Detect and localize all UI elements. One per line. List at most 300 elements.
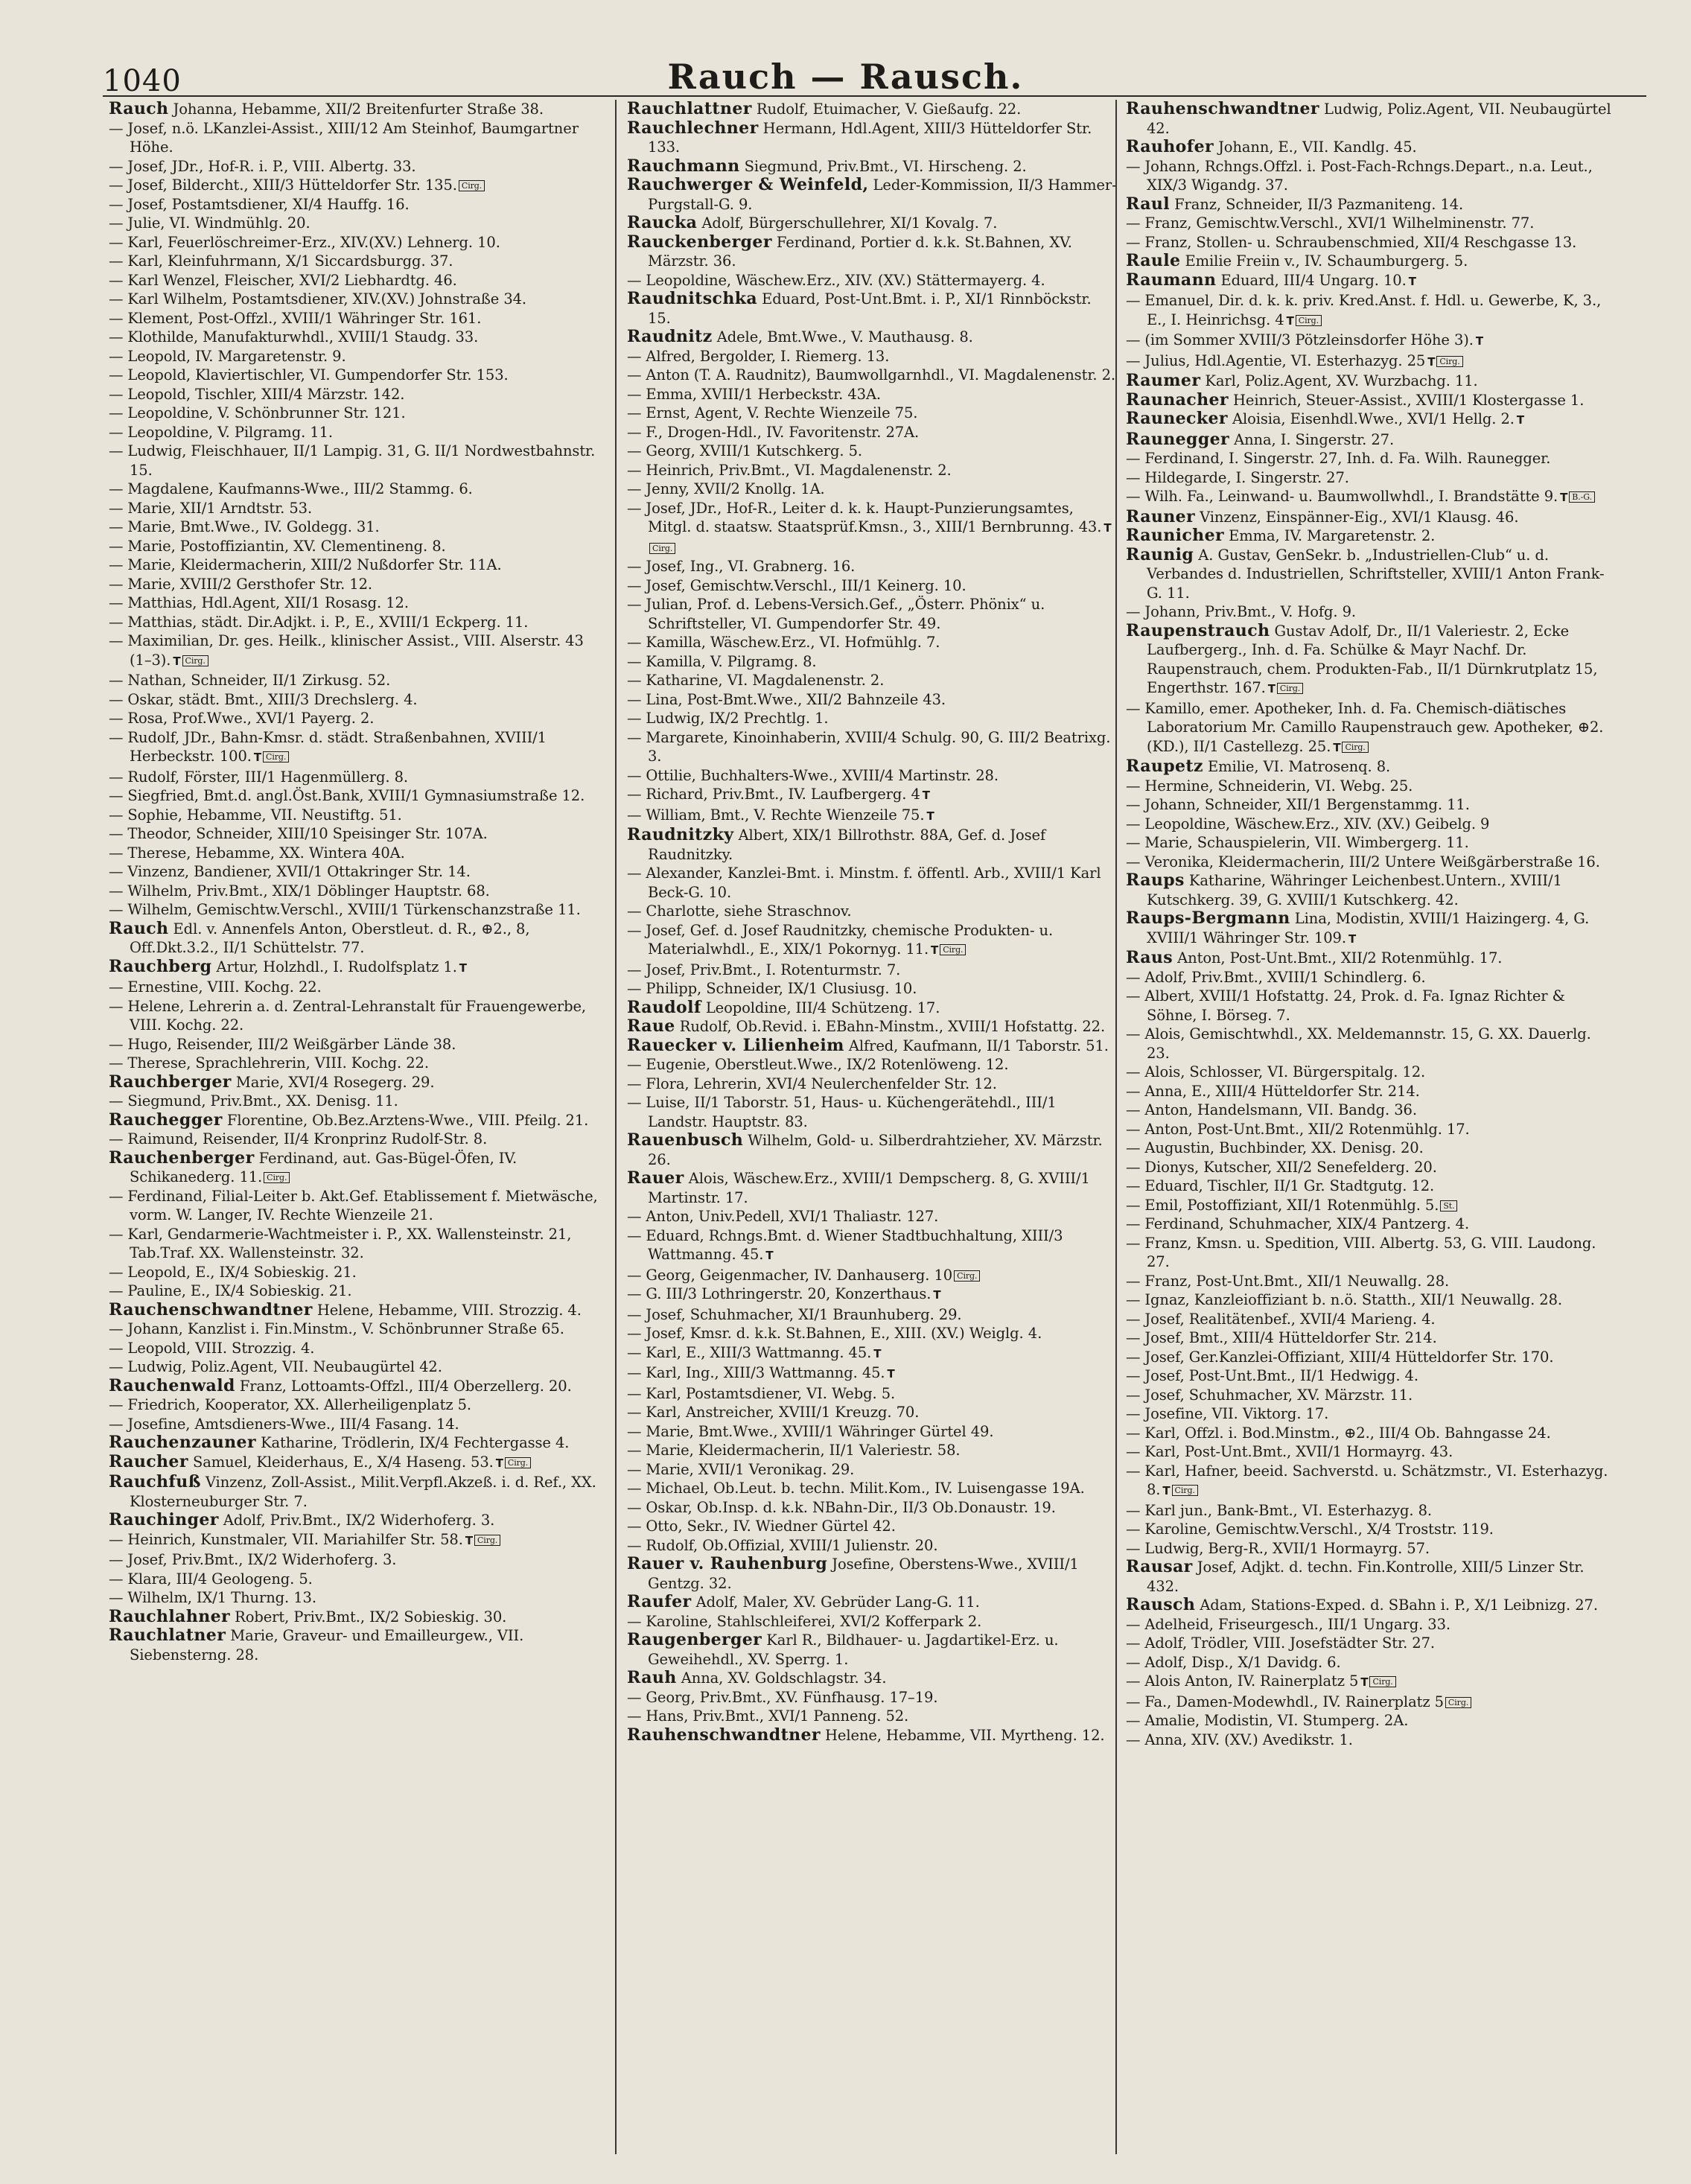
continuation-dash: — (109, 1035, 124, 1053)
directory-entry (627, 1422, 1118, 1442)
entry-text: Heinrich, Steuer-Assist., XVIII/1 Klostergasse 1. (1232, 391, 1585, 409)
directory-entry (109, 157, 600, 176)
directory-entry (627, 1384, 1118, 1404)
continuation-dash: — (109, 328, 124, 346)
entry-text: Leopold, Tischler, XIII/4 Märzstr. 142. (127, 385, 405, 403)
directory-entry (109, 119, 600, 157)
continuation-dash: — (627, 1226, 642, 1244)
directory-entry (627, 766, 1118, 786)
directory-entry (109, 347, 600, 366)
directory-entry (627, 864, 1118, 902)
entry-surname: Rauenbusch (627, 1130, 744, 1150)
directory-entry (109, 442, 600, 480)
directory-entry (1126, 546, 1617, 603)
entry-text: (im Sommer XVIII/3 Pötzleinsdorfer Höhe 3). (1144, 331, 1474, 348)
continuation-dash: — (109, 787, 124, 804)
entry-text: Karl R., Bildhauer- u. Jagdartikel-Erz. u. Geweihehdl., XV. Sperrg. 1. (648, 1631, 1059, 1668)
continuation-dash: — (109, 252, 124, 270)
entry-text: Josefine, Amtsdieners-Wwe., III/4 Fasang. 14. (127, 1415, 459, 1433)
directory-entry (109, 328, 600, 347)
entry-text: Leder-Kommission, II/3 Hammer-Purgstall-G. 9. (648, 176, 1117, 213)
continuation-dash: — (1126, 1272, 1141, 1290)
continuation-dash: — (109, 672, 124, 689)
entry-text: Rudolf, Ob.Revid. i. EBahn-Minstm., XVIII/1 Hofstattg. 22. (679, 1018, 1106, 1035)
directory-entry (1126, 1711, 1617, 1731)
directory-entry (627, 806, 1118, 827)
continuation-dash: — (627, 347, 642, 365)
entry-text: Vinzenz, Einspänner-Eig., XVI/1 Klausg. 46. (1200, 508, 1519, 526)
directory-entry (627, 1131, 1118, 1169)
continuation-dash: — (1126, 1215, 1141, 1232)
account-tag: Cirg. (459, 180, 485, 191)
entry-text: Leopold, Klaviertischler, VI. Gumpendorfer Str. 153. (127, 366, 509, 383)
continuation-dash: — (627, 596, 642, 613)
continuation-dash: — (1126, 1693, 1141, 1710)
continuation-dash: — (627, 385, 642, 403)
directory-entry (109, 480, 600, 499)
entry-text: Leopold, IV. Margaretenstr. 9. (127, 347, 346, 365)
directory-entry (1126, 291, 1617, 331)
entry-surname: Rauner (1126, 506, 1196, 526)
entry-text: Wilh. Fa., Leinwand- u. Baumwollwhdl., I. Brandstätte 9. (1144, 488, 1558, 505)
entry-text: Josefine, VII. Viktorg. 17. (1144, 1405, 1329, 1422)
entry-text: Kamillo, emer. Apotheker, Inh. d. Fa. Chemisch-diätisches Laboratorium Mr. Camillo Raupenstrauch gew. Apotheker, ⊕2. (KD.), II/1 Castellezg. 25. (1144, 699, 1604, 755)
directory-entry (109, 1626, 600, 1664)
entry-text: Ferdinand, Schuhmacher, XIX/4 Pantzerg. 4. (1144, 1215, 1470, 1232)
directory-entry (109, 100, 600, 119)
directory-entry (1126, 1139, 1617, 1158)
entry-text: Magdalene, Kaufmanns-Wwe., III/2 Stammg. 6. (127, 480, 473, 497)
telephone-icon: T (933, 1288, 941, 1302)
continuation-dash: — (627, 980, 642, 997)
continuation-dash: — (1126, 1101, 1141, 1118)
directory-entry (109, 1035, 600, 1054)
continuation-dash: — (1126, 450, 1141, 467)
account-tag: Cirg. (1277, 683, 1303, 694)
directory-entry (1126, 1234, 1617, 1272)
entry-text: Karl Wenzel, Fleischer, XVI/2 Liebhardtg. 46. (127, 271, 457, 289)
entry-text: Ludwig, Berg-R., XVII/1 Hormayrg. 57. (1144, 1539, 1430, 1557)
entry-text: Karl, Postamtsdiener, VI. Webg. 5. (646, 1384, 896, 1402)
entry-text: Matthias, städt. Dir.Adjkt. i. P., E., XVIII/1 Eckperg. 11. (127, 613, 529, 631)
entry-text: Anton, Post-Unt.Bmt., XII/2 Rotenmühlg. 17. (1177, 949, 1503, 967)
account-tag: Cirg. (1296, 315, 1322, 326)
entry-text: Veronika, Kleidermacherin, III/2 Untere Weißgärberstraße 16. (1144, 853, 1600, 870)
directory-entry (1126, 233, 1617, 252)
continuation-dash: — (1126, 968, 1141, 986)
entry-text: Johann, Kanzlist i. Fin.Minstm., V. Schönbrunner Straße 65. (127, 1320, 564, 1337)
directory-entry (627, 1037, 1118, 1056)
continuation-dash: — (1126, 987, 1141, 1005)
directory-entry (1126, 1025, 1617, 1063)
continuation-dash: — (109, 537, 124, 555)
entry-surname: Rauch (109, 100, 169, 118)
account-tag: Cirg. (1436, 356, 1462, 367)
continuation-dash: — (1126, 603, 1141, 620)
directory-entry (1126, 1462, 1617, 1501)
directory-entry (627, 1324, 1118, 1343)
directory-entry (1126, 1520, 1617, 1539)
entry-surname: Raudolf (627, 997, 701, 1017)
continuation-dash: — (627, 921, 642, 939)
entry-text: Anton, Handelsmann, VII. Bandg. 36. (1144, 1101, 1417, 1118)
continuation-dash: — (1126, 1672, 1141, 1690)
entry-surname: Rauch (109, 918, 169, 938)
entry-text: Alois, Wäschew.Erz., XVIII/1 Dempscherg. 8, G. XVIII/1 Martinstr. 17. (648, 1170, 1090, 1206)
directory-entry (627, 999, 1118, 1018)
directory-entry (627, 233, 1118, 271)
continuation-dash: — (109, 632, 124, 649)
entry-text: Wilhelm, IX/1 Thurng. 13. (127, 1589, 316, 1606)
continuation-dash: — (109, 997, 124, 1015)
entry-text: Helene, Lehrerin a. d. Zentral-Lehranstalt für Frauengewerbe, VIII. Kochg. 22. (127, 997, 587, 1034)
directory-entry (627, 1593, 1118, 1612)
account-tag: B.-G. (1569, 491, 1595, 503)
entry-text: Adele, Bmt.Wwe., V. Mauthausg. 8. (716, 328, 973, 346)
entry-text: Alfred, Kaufmann, II/1 Taborstr. 51. (848, 1037, 1109, 1054)
entry-surname: Rauchwerger & Weinfeld, (627, 175, 869, 194)
entry-text: Katharine, Trödlerin, IX/4 Fechtergasse 4. (261, 1434, 570, 1451)
entry-text: Dionys, Kutscher, XII/2 Senefelderg. 20. (1144, 1158, 1437, 1176)
entry-text: Edl. v. Annenfels Anton, Oberstleut. d. R., ⊕2., 8, Off.Dkt.3.2., II/1 Schüttelstr. 77. (130, 920, 530, 956)
directory-entry (1126, 1366, 1617, 1386)
directory-entry (1126, 1328, 1617, 1348)
directory-entry (109, 958, 600, 978)
continuation-dash: — (109, 1396, 124, 1413)
entry-surname: Raucka (627, 213, 698, 232)
entry-text: Margarete, Kinoinhaberin, XVIII/4 Schulg. 90, G. III/2 Beatrixg. 3. (646, 728, 1111, 765)
entry-text: Therese, Hebamme, XX. Wintera 40A. (127, 844, 405, 862)
directory-entry (109, 309, 600, 328)
directory-entry (109, 555, 600, 575)
directory-entry (1126, 777, 1617, 796)
entry-text: Leopoldine, Wäschew.Erz., XIV. (XV.) Stättermayerg. 4. (646, 271, 1045, 289)
entry-text: Friedrich, Kooperator, XX. Allerheiligenplatz 5. (127, 1396, 472, 1413)
directory-entry (1126, 508, 1617, 527)
entry-text: Heinrich, Priv.Bmt., VI. Magdalenenstr. 2. (646, 461, 952, 479)
continuation-dash: — (627, 1612, 642, 1630)
directory-entry (1126, 430, 1617, 450)
continuation-dash: — (109, 499, 124, 517)
directory-entry (627, 1017, 1118, 1037)
column-divider (1115, 100, 1117, 2154)
directory-entry (627, 1343, 1118, 1364)
directory-entry (1126, 526, 1617, 546)
entry-text: Wilhelm, Priv.Bmt., XIX/1 Döblinger Hauptstr. 68. (127, 882, 490, 900)
entry-text: Hermine, Schneiderin, VI. Webg. 25. (1144, 777, 1413, 795)
directory-entry (627, 1226, 1118, 1266)
entry-text: Alois Anton, IV. Rainerplatz 5 (1144, 1672, 1359, 1690)
entry-surname: Rauhenschwandtner (627, 1725, 821, 1745)
directory-entry (109, 1301, 600, 1320)
directory-entry (109, 920, 600, 958)
entry-surname: Rauecker v. Lilienheim (627, 1035, 844, 1055)
directory-entry (109, 1111, 600, 1130)
directory-entry (109, 806, 600, 825)
entry-text: Emil, Postoffiziant, XII/1 Rotenmühlg. 5. (1144, 1196, 1439, 1214)
directory-entry (1126, 391, 1617, 410)
directory-entry (627, 1363, 1118, 1384)
directory-entry (109, 290, 600, 309)
continuation-dash: — (627, 1442, 642, 1459)
continuation-dash: — (109, 844, 124, 862)
continuation-dash: — (109, 806, 124, 824)
continuation-dash: — (109, 119, 124, 137)
continuation-dash: — (627, 442, 642, 459)
directory-entry (627, 214, 1118, 233)
entry-text: Leopoldine, V. Schönbrunner Str. 121. (127, 404, 406, 421)
entry-text: Josef, Schuhmacher, XV. Märzstr. 11. (1144, 1386, 1413, 1404)
continuation-dash: — (1126, 777, 1141, 795)
entry-text: Anna, E., XIII/4 Hütteldorfer Str. 214. (1144, 1082, 1420, 1100)
directory-entry (109, 252, 600, 271)
directory-entry (1126, 1290, 1617, 1310)
entry-text: Karl, Kleinfuhrmann, X/1 Siccardsburgg. 37. (127, 252, 453, 270)
directory-entry (1126, 1424, 1617, 1443)
entry-text: Rudolf, Ob.Offizial, XVIII/1 Julienstr. 20. (646, 1536, 938, 1554)
directory-entry (109, 1339, 600, 1358)
telephone-icon: T (1427, 354, 1436, 369)
entry-text: Rudolf, Förster, III/1 Hagenmüllerg. 8. (127, 768, 408, 786)
continuation-dash: — (1126, 1139, 1141, 1156)
directory-entry (109, 1263, 600, 1282)
continuation-dash: — (1126, 1196, 1141, 1214)
account-tag: Cirg. (940, 944, 966, 955)
continuation-dash: — (109, 978, 124, 996)
entry-text: Johanna, Hebamme, XII/2 Breitenfurter Straße 38. (173, 101, 544, 118)
directory-entry (1126, 1501, 1617, 1521)
continuation-dash: — (627, 902, 642, 920)
continuation-dash: — (1126, 1367, 1141, 1384)
continuation-dash: — (109, 1282, 124, 1299)
entry-text: Julian, Prof. d. Lebens-Versich.Gef., „Österr. Phönix“ u. Schriftsteller, VI. Gumpendorfer Str. 49. (646, 596, 1045, 632)
entry-text: Adolf, Priv.Bmt., IX/2 Widerhoferg. 3. (223, 1512, 495, 1529)
entry-text: Karl, Ing., XIII/3 Wattmanng. 45. (646, 1364, 885, 1381)
continuation-dash: — (627, 710, 642, 727)
directory-entry (1126, 1634, 1617, 1653)
entry-surname: Raupenstrauch (1126, 620, 1270, 640)
entry-text: Marie, Kleidermacherin, XIII/2 Nußdorfer Str. 11A. (127, 556, 502, 573)
entry-text: Leopold, VIII. Strozzig. 4. (127, 1339, 315, 1357)
continuation-dash: — (109, 309, 124, 327)
entry-text: Marie, Postoffiziantin, XV. Clementineng. 8. (127, 537, 446, 555)
directory-entry (1126, 815, 1617, 834)
entry-text: Marie, XII/1 Arndtstr. 53. (127, 499, 313, 517)
directory-entry (627, 480, 1118, 499)
entry-surname: Raunig (1126, 544, 1194, 564)
directory-entry (1126, 1120, 1617, 1139)
entry-surname: Raupetz (1126, 757, 1203, 776)
continuation-dash: — (627, 1285, 642, 1302)
directory-entry (1126, 795, 1617, 815)
entry-text: Oskar, Ob.Insp. d. k.k. NBahn-Dir., II/3 Ob.Donaustr. 19. (646, 1498, 1056, 1516)
directory-entry (109, 1130, 600, 1149)
entry-text: Adolf, Bürgerschullehrer, XI/1 Kovalg. 7. (701, 214, 998, 232)
continuation-dash: — (627, 786, 642, 803)
entry-text: Josef, Bmt., XIII/4 Hütteldorfer Str. 214. (1144, 1329, 1437, 1346)
entry-text: Anna, XIV. (XV.) Avedikstr. 1. (1144, 1731, 1353, 1748)
directory-entry (109, 1608, 600, 1627)
directory-entry (1126, 252, 1617, 271)
entry-surname: Raudnitzky (627, 825, 734, 844)
directory-entry (627, 1612, 1118, 1631)
entry-text: Eduard, Tischler, II/1 Gr. Stadtgutg. 12. (1144, 1177, 1435, 1194)
entry-text: Josefine, Oberstens-Wwe., XVIII/1 Gentzg. 32. (648, 1556, 1079, 1592)
entry-text: Franz, Kmsn. u. Spedition, VIII. Albertg. 53, G. VIII. Laudong. 27. (1144, 1234, 1596, 1270)
directory-entry (627, 1169, 1118, 1207)
continuation-dash: — (1126, 1082, 1141, 1100)
continuation-dash: — (627, 806, 642, 824)
entry-text: Karl, Offzl. i. Bod.Minstm., ⊕2., III/4 Ob. Bahngasse 24. (1144, 1424, 1551, 1442)
continuation-dash: — (1126, 214, 1141, 232)
continuation-dash: — (109, 1415, 124, 1433)
continuation-dash: — (109, 825, 124, 842)
directory-entry (627, 499, 1118, 558)
telephone-icon: T (1560, 491, 1568, 504)
continuation-dash: — (627, 766, 642, 784)
entry-text: Hildegarde, I. Singerstr. 27. (1144, 468, 1349, 486)
directory-entry (627, 576, 1118, 596)
entry-text: Jenny, XVII/2 Knollg. 1A. (646, 480, 825, 497)
continuation-dash: — (109, 575, 124, 593)
continuation-dash: — (109, 1570, 124, 1588)
continuation-dash: — (109, 404, 124, 421)
entry-surname: Rauchenberger (109, 1147, 255, 1168)
entry-text: Johann, E., VII. Kandlg. 45. (1218, 139, 1417, 156)
entry-text: Franz, Gemischtw.Verschl., XVI/1 Wilhelminenstr. 77. (1144, 214, 1535, 232)
directory-entry (1126, 157, 1617, 195)
continuation-dash: — (627, 461, 642, 479)
entry-text: Josef, Post-Unt.Bmt., II/1 Hedwigg. 4. (1144, 1367, 1418, 1384)
continuation-dash: — (1126, 1539, 1141, 1557)
continuation-dash: — (109, 901, 124, 918)
continuation-dash: — (1126, 331, 1141, 348)
continuation-dash: — (627, 1498, 642, 1516)
continuation-dash: — (109, 233, 124, 251)
directory-entry (1126, 757, 1617, 777)
directory-entry (109, 1570, 600, 1589)
directory-entry (109, 1149, 600, 1187)
entry-text: Georg, Geigenmacher, IV. Danhauserg. 10 (646, 1266, 953, 1284)
entry-surname: Raups (1126, 870, 1185, 890)
continuation-dash: — (1126, 1405, 1141, 1422)
entry-text: Leopoldine, V. Pilgramg. 11. (127, 423, 333, 441)
directory-entry (627, 347, 1118, 366)
entry-surname: Rauchlatner (109, 1626, 226, 1645)
telephone-icon: T (1333, 740, 1341, 754)
entry-surname: Rauchlahner (109, 1606, 231, 1626)
column-1 (109, 100, 600, 1664)
entry-text: Adolf, Disp., X/1 Davidg. 6. (1144, 1653, 1341, 1671)
continuation-dash: — (109, 1130, 124, 1147)
directory-entry (627, 385, 1118, 404)
column-divider (615, 100, 617, 2154)
continuation-dash: — (627, 1208, 642, 1225)
entry-text: Ottilie, Buchhalters-Wwe., XVIII/4 Martinstr. 28. (646, 766, 999, 784)
account-tag: Cirg. (1369, 1676, 1395, 1687)
continuation-dash: — (1126, 1386, 1141, 1404)
directory-entry (627, 1284, 1118, 1305)
telephone-icon: T (1516, 413, 1525, 427)
continuation-dash: — (109, 690, 124, 708)
entry-text: Charlotte, siehe Straschnov. (646, 902, 852, 920)
entry-text: Franz, Stollen- u. Schraubenschmied, XII/4 Reschgasse 13. (1144, 233, 1577, 251)
continuation-dash: — (1126, 1329, 1141, 1346)
entry-text: Ernestine, VIII. Kochg. 22. (127, 978, 322, 996)
entry-text: Kamilla, Wäschew.Erz., VI. Hofmühlg. 7. (646, 634, 940, 651)
directory-entry (1126, 410, 1617, 430)
directory-entry (109, 575, 600, 594)
continuation-dash: — (109, 594, 124, 611)
continuation-dash: — (1126, 233, 1141, 251)
entry-text: William, Bmt., V. Rechte Wienzeile 75. (646, 806, 925, 824)
entry-text: Luise, II/1 Taborstr. 51, Haus- u. Küchengerätehdl., III/1 Landstr. Hauptstr. 83. (646, 1094, 1057, 1130)
entry-text: Hugo, Reisender, III/2 Weißgärber Lände 38. (127, 1035, 456, 1053)
directory-entry (109, 214, 600, 233)
continuation-dash: — (1126, 699, 1141, 717)
continuation-dash: — (627, 1343, 642, 1361)
continuation-dash: — (1126, 1712, 1141, 1729)
directory-entry (109, 1473, 600, 1511)
telephone-icon: T (931, 943, 939, 957)
continuation-dash: — (627, 1688, 642, 1706)
continuation-dash: — (109, 1339, 124, 1357)
entry-text: Marie, XVIII/2 Gersthofer Str. 12. (127, 575, 372, 593)
account-tag: Cirg. (263, 751, 289, 763)
entry-text: Julius, Hdl.Agentie, VI. Esterhazyg. 25 (1144, 351, 1426, 369)
directory-entry (627, 442, 1118, 461)
entry-surname: Rausch (1126, 1595, 1196, 1614)
directory-entry (1126, 1310, 1617, 1329)
entry-text: Vinzenz, Zoll-Assist., Milit.Verpfl.Akzeß. i. d. Ref., XX. Klosterneuburger Str. 7. (130, 1474, 596, 1510)
continuation-dash: — (1126, 1501, 1141, 1519)
directory-entry (627, 157, 1118, 176)
directory-entry (1126, 331, 1617, 351)
entry-text: Nathan, Schneider, II/1 Zirkusg. 52. (127, 672, 391, 689)
directory-entry (627, 902, 1118, 921)
entry-text: G. III/3 Lothringerstr. 20, Konzerthaus. (646, 1285, 932, 1302)
continuation-dash: — (627, 404, 642, 421)
directory-entry (627, 921, 1118, 961)
entry-text: Franz, Post-Unt.Bmt., XII/1 Neuwallg. 28. (1144, 1272, 1450, 1290)
entry-surname: Rauhenschwandtner (1126, 100, 1319, 118)
directory-entry (627, 1536, 1118, 1556)
continuation-dash: — (627, 366, 642, 383)
entry-text: Ferdinand, aut. Gas-Bügel-Öfen, IV. Schikanederg. 11. (130, 1149, 518, 1185)
continuation-dash: — (627, 1325, 642, 1342)
continuation-dash: — (109, 728, 124, 746)
entry-text: Ludwig, Poliz.Agent, VII. Neubaugürtel 42. (1147, 101, 1611, 137)
directory-entry (109, 195, 600, 214)
directory-entry (1126, 987, 1617, 1025)
continuation-dash: — (109, 442, 124, 459)
entry-surname: Rauhofer (1126, 137, 1214, 156)
telephone-icon: T (1267, 682, 1276, 695)
entry-text: Josef, Postamtsdiener, XI/4 Hauffg. 16. (127, 195, 410, 213)
directory-entry (109, 844, 600, 863)
telephone-icon: T (1104, 521, 1112, 535)
continuation-dash: — (109, 710, 124, 727)
continuation-dash: — (109, 366, 124, 383)
entry-text: Marie, XVII/1 Veronikag. 29. (646, 1460, 855, 1478)
continuation-dash: — (627, 1460, 642, 1478)
entry-text: Ignaz, Kanzleioffiziant b. n.ö. Statth., XII/1 Neuwallg. 28. (1144, 1291, 1563, 1308)
entry-surname: Rauchenzauner (109, 1433, 256, 1452)
continuation-dash: — (627, 1305, 642, 1323)
entry-surname: Raunicher (1126, 526, 1224, 545)
directory-entry (627, 1207, 1118, 1226)
directory-entry (109, 1357, 600, 1377)
